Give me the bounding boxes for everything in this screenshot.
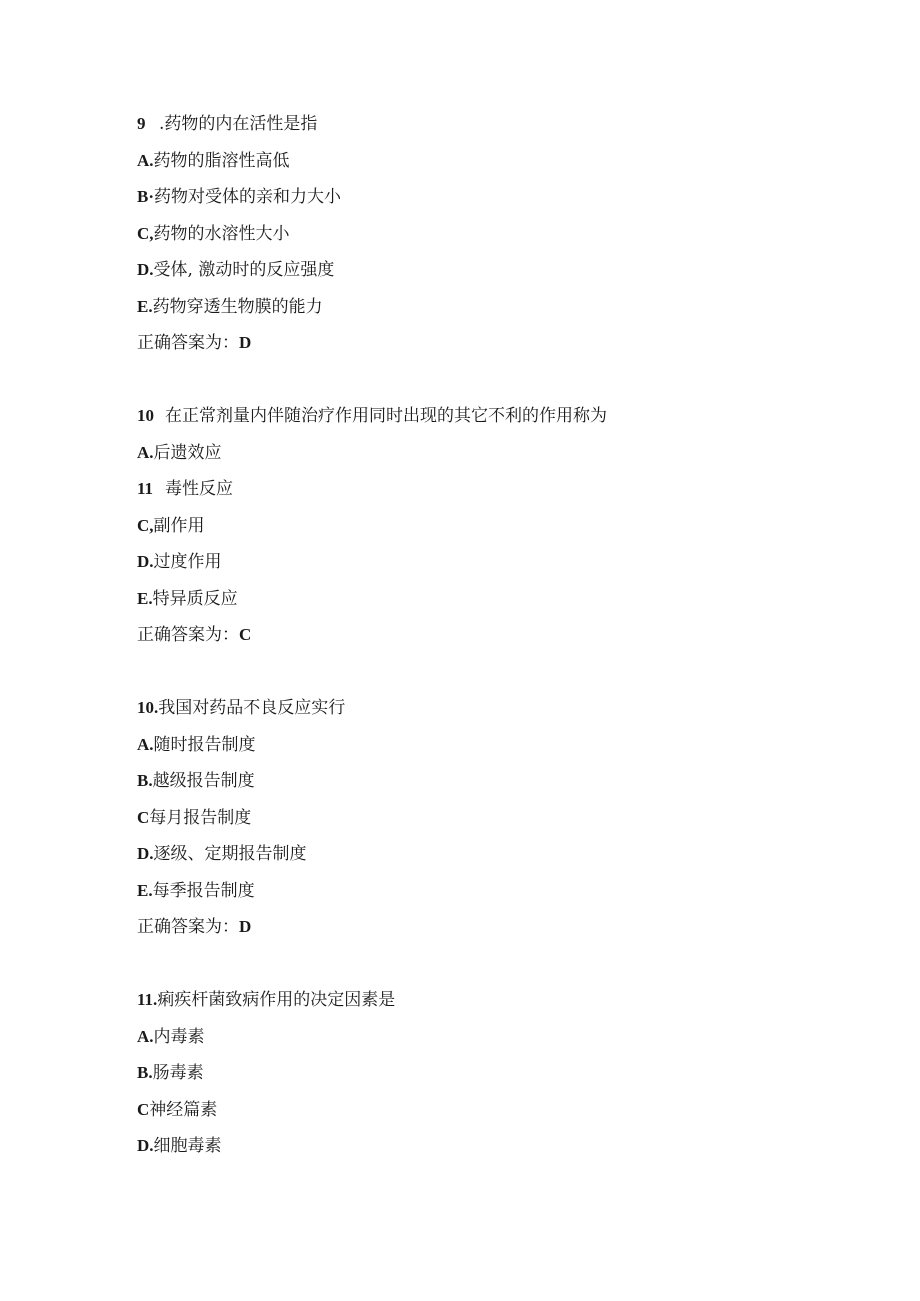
question-11 bbox=[137, 982, 837, 1165]
spacer bbox=[137, 654, 837, 691]
question-stem bbox=[137, 690, 837, 727]
option-a bbox=[137, 1019, 837, 1056]
option-d bbox=[137, 836, 837, 873]
option-letter: A. bbox=[137, 442, 154, 462]
option-letter: D. bbox=[137, 844, 154, 863]
option-text: 药物对受体的亲和力大小 bbox=[154, 187, 342, 207]
option-letter: C bbox=[137, 807, 150, 827]
option-b bbox=[137, 179, 837, 216]
option-text: 随时报告制度 bbox=[153, 734, 256, 755]
question-text: 痢疾杆菌致病作用的决定因素是 bbox=[157, 990, 396, 1010]
option-d bbox=[137, 252, 837, 289]
option-d bbox=[137, 1128, 837, 1165]
spacer bbox=[137, 362, 837, 399]
option-c bbox=[137, 508, 837, 545]
option-text: 药物的脂溶性高低 bbox=[153, 150, 290, 171]
option-b bbox=[137, 763, 837, 800]
option-e bbox=[137, 581, 837, 618]
option-text: 神经篇素 bbox=[149, 1099, 218, 1120]
question-stem bbox=[137, 398, 837, 435]
question-text: 在正常剂量内伴随治疗作用同时出现的其它不利的作用称为 bbox=[165, 406, 607, 426]
answer-line bbox=[137, 909, 837, 946]
answer-value: C bbox=[239, 625, 252, 644]
answer-label: 正确答案为： bbox=[137, 333, 239, 353]
option-letter: A. bbox=[137, 734, 154, 754]
option-text: 逐级、定期报告制度 bbox=[153, 844, 307, 864]
option-a bbox=[137, 727, 837, 764]
option-text: 细胞毒素 bbox=[153, 1136, 222, 1156]
spacer bbox=[137, 946, 837, 983]
answer-line bbox=[137, 325, 837, 362]
question-number: 10. bbox=[137, 698, 159, 717]
option-d bbox=[137, 544, 837, 581]
option-letter: E. bbox=[137, 880, 153, 900]
option-text: 后遗效应 bbox=[153, 442, 222, 463]
option-letter: D. bbox=[137, 552, 154, 571]
option-c bbox=[137, 800, 837, 837]
option-text: 肠毒素 bbox=[152, 1063, 204, 1083]
option-letter: C, bbox=[137, 223, 154, 243]
option-letter: D. bbox=[137, 260, 154, 279]
question-number: 11. bbox=[137, 990, 158, 1009]
option-text: 药物穿透生物膜的能力 bbox=[152, 296, 323, 317]
option-a bbox=[137, 143, 837, 180]
question-text: 我国对药品不良反应实行 bbox=[158, 698, 346, 718]
answer-line bbox=[137, 617, 837, 654]
option-text: 越级报告制度 bbox=[152, 771, 255, 791]
question-10a bbox=[137, 398, 837, 654]
option-a bbox=[137, 435, 837, 472]
answer-value: D bbox=[239, 917, 252, 936]
option-letter: A. bbox=[137, 150, 154, 170]
option-letter: E. bbox=[137, 588, 153, 608]
option-e bbox=[137, 289, 837, 326]
question-stem bbox=[137, 106, 837, 143]
question-number: 9 bbox=[137, 114, 146, 133]
option-text: 受体, 激动时的反应强度 bbox=[153, 260, 335, 280]
option-c bbox=[137, 216, 837, 253]
option-text: 内毒素 bbox=[153, 1026, 205, 1047]
option-text: 药物的水溶性大小 bbox=[153, 223, 290, 244]
option-e bbox=[137, 873, 837, 910]
question-number: 10 bbox=[137, 406, 154, 425]
option-letter: 11 bbox=[137, 479, 154, 498]
option-letter: D. bbox=[137, 1136, 154, 1155]
option-b bbox=[137, 1055, 837, 1092]
option-c bbox=[137, 1092, 837, 1129]
option-letter: B. bbox=[137, 1063, 153, 1082]
question-stem bbox=[137, 982, 837, 1019]
question-text: .药物的内在活性是指 bbox=[159, 114, 318, 134]
answer-label: 正确答案为： bbox=[137, 917, 239, 937]
option-letter: B. bbox=[137, 771, 153, 790]
answer-value: D bbox=[239, 333, 252, 352]
question-9 bbox=[137, 106, 837, 362]
option-letter: B· bbox=[137, 187, 155, 206]
option-letter: A. bbox=[137, 1026, 154, 1046]
document-page bbox=[137, 106, 837, 1165]
option-letter: C bbox=[137, 1099, 150, 1119]
option-text: 每月报告制度 bbox=[149, 807, 252, 828]
option-text: 特异质反应 bbox=[152, 588, 238, 609]
option-b bbox=[137, 471, 837, 508]
option-text: 过度作用 bbox=[153, 552, 222, 572]
option-letter: E. bbox=[137, 296, 153, 316]
answer-label: 正确答案为： bbox=[137, 625, 239, 645]
option-text: 副作用 bbox=[153, 515, 205, 536]
question-10b bbox=[137, 690, 837, 946]
option-text: 毒性反应 bbox=[165, 479, 233, 499]
option-text: 每季报告制度 bbox=[152, 880, 255, 901]
option-letter: C, bbox=[137, 515, 154, 535]
